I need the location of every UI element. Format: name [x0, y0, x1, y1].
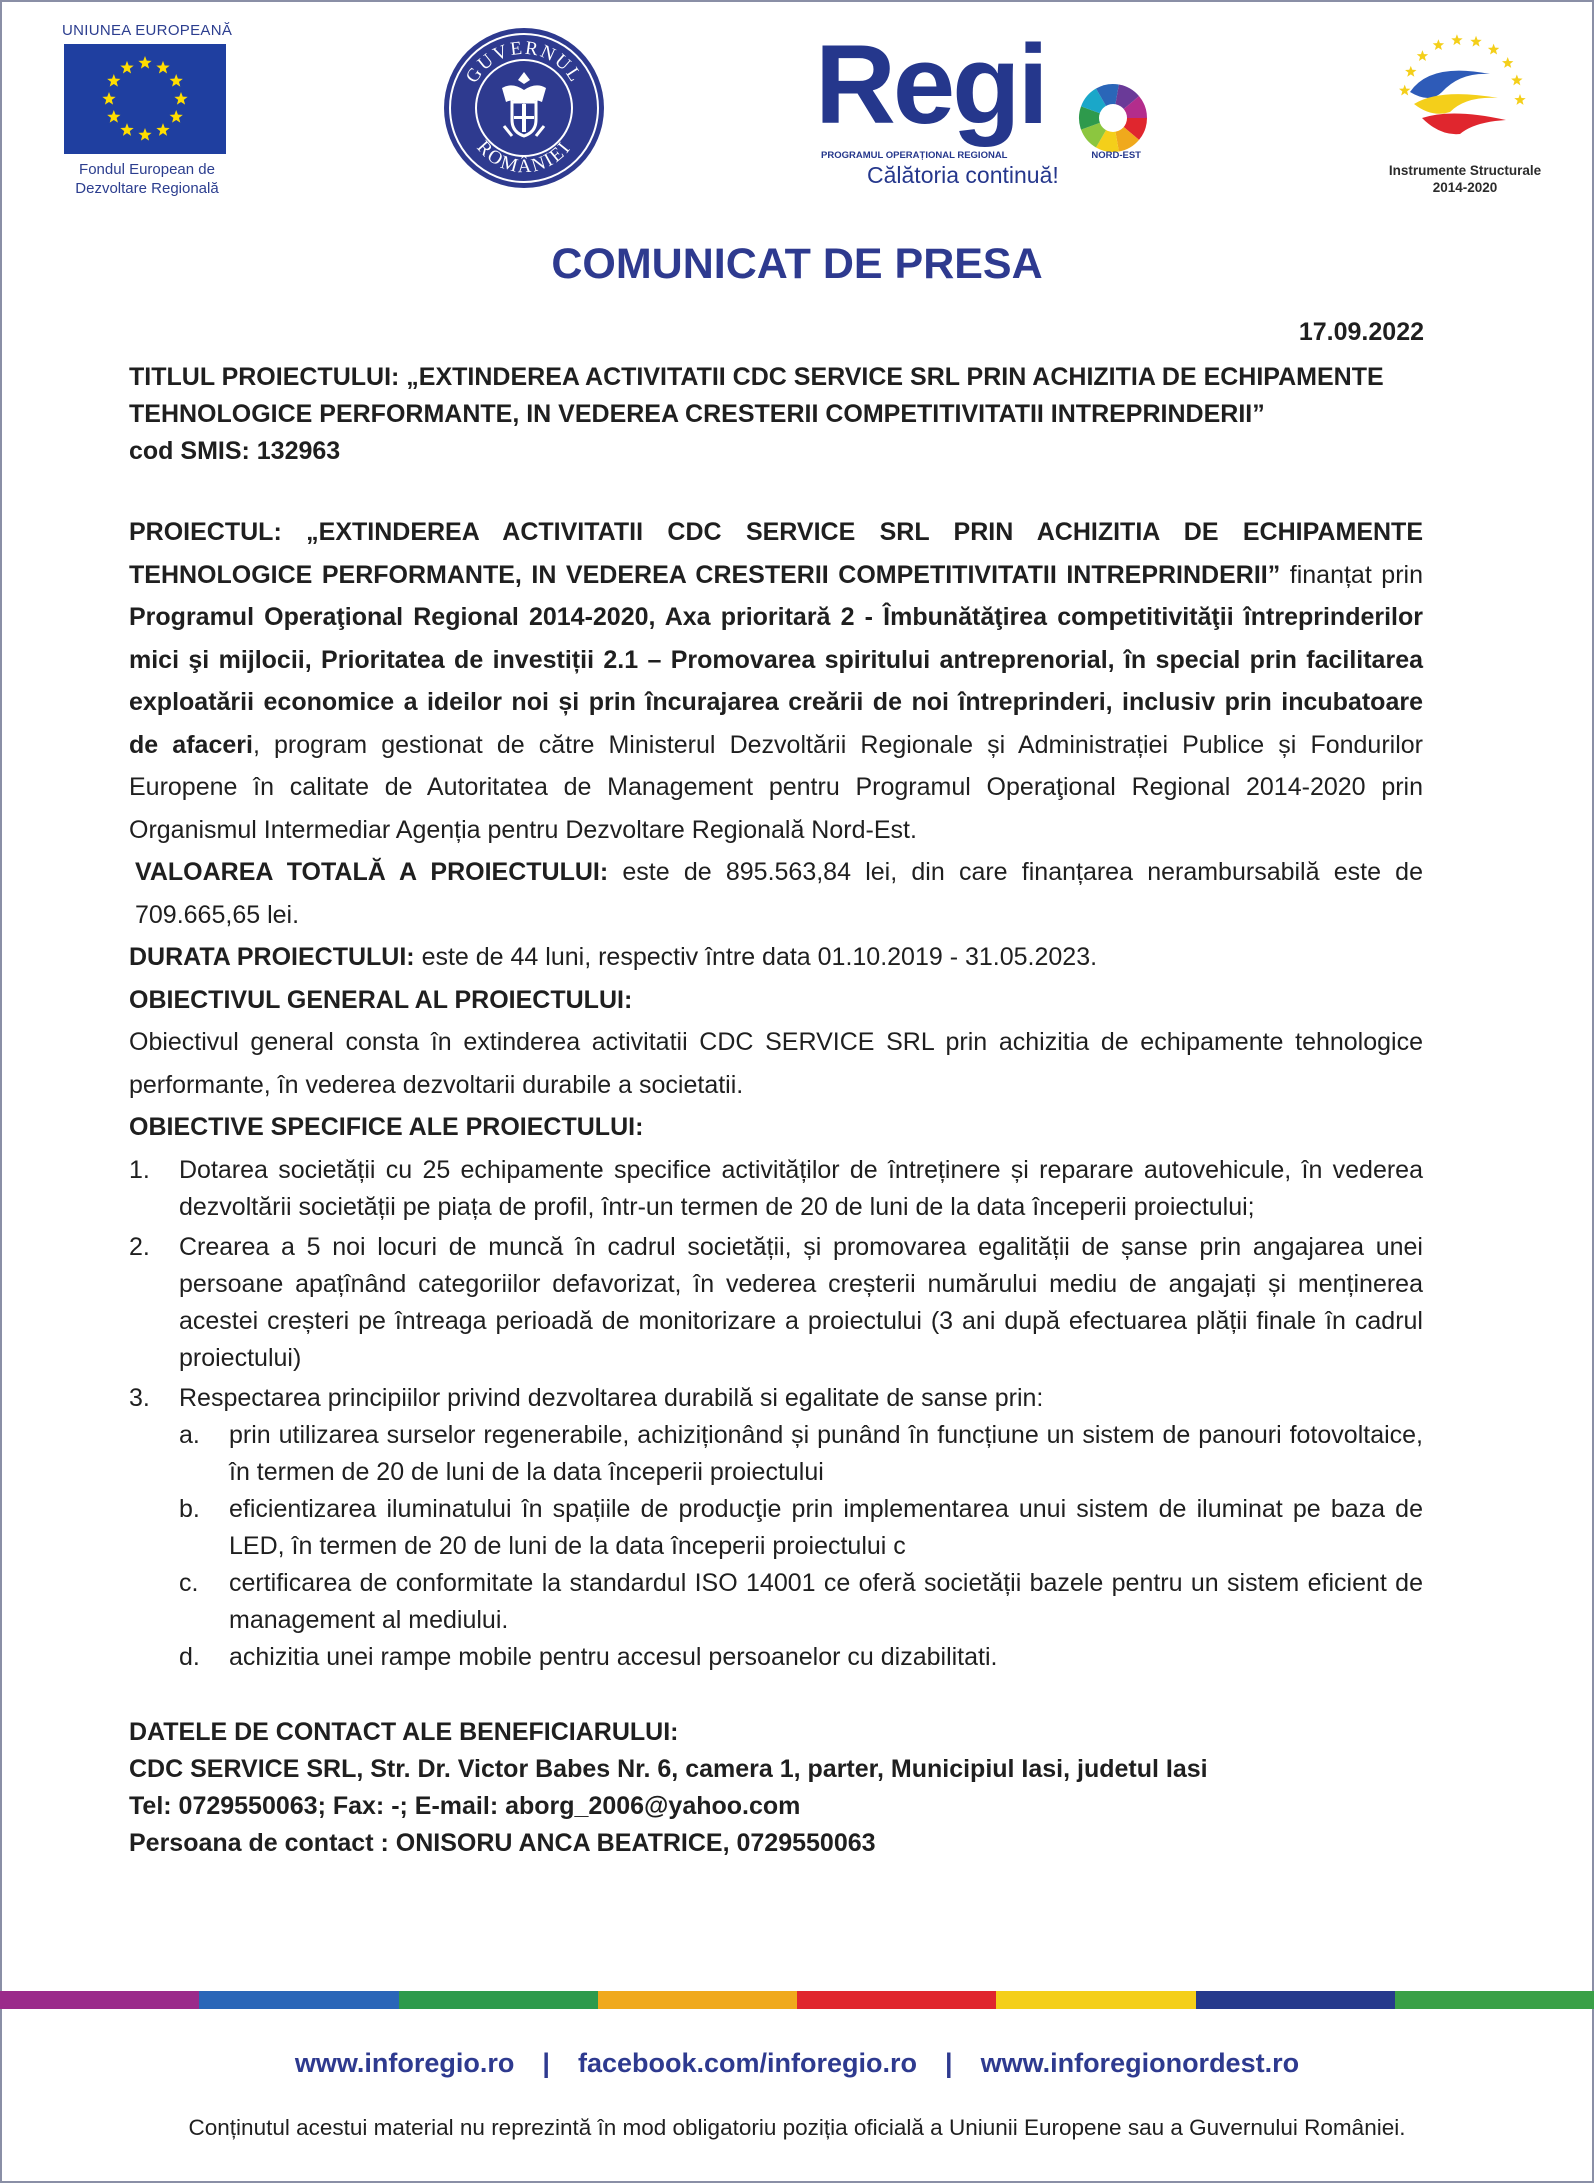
structural-instruments-caption — [1370, 162, 1560, 196]
color-stripe — [0, 1991, 1594, 2009]
link-inforegio[interactable]: www.inforegio.ro — [294, 2048, 515, 2078]
general-objective-text: Obiectivul general consta în extinderea activitatii CDC SERVICE SRL prin achizitia de echipamente tehnologice performante, în vederea dezvoltarii durabile a societatii. — [129, 1028, 1423, 1099]
sublist-item-letter: b. — [179, 1494, 200, 1523]
project-intro-text2: , program gestionat de către Ministerul Dezvoltării Regionale și Administrației Publice și Fondurilor Europene în calitate de Autoritatea de Management pentru Programul Operaţional Regional 2014-2020 prin Organismul Intermediar Agenția pentru Dezvoltare Regională Nord-Est. — [129, 730, 1423, 844]
project-title-line2: TEHNOLOGICE PERFORMANTE, IN VEDEREA CRESTERII COMPETITIVITATII INTREPRINDERII” — [129, 400, 1265, 428]
eu-fund-name — [62, 160, 232, 198]
eu-star — [138, 128, 151, 141]
seal-text-top: GUVERNUL — [461, 37, 587, 87]
beneficiary-contact — [129, 1714, 1423, 1862]
stripe-segment — [1395, 1991, 1594, 2009]
project-duration-label: DURATA PROIECTULUI: — [129, 943, 415, 971]
project-program-name: Programul Operaţional Regional 2014-2020, Axa prioritară 2 - Îmbunătăţirea competitivităţii întreprinderilor mici şi mijlocii, Prioritatea de investiții 2.1 – Promovarea spiritului antreprenorial, în special prin facilitarea exploatării economice a ideilor noi și prin încurajarea creării de noi întreprinderi, inclusiv prin incubatoare de afaceri — [129, 603, 1423, 759]
sublist-item-letter: c. — [179, 1568, 199, 1597]
eu-star — [107, 110, 120, 123]
eu-star — [156, 123, 169, 136]
list-item-text: Dotarea societății cu 25 echipamente specifice activităților de întreținere și reparare autovehicule, în vederea dezvoltării societății pe piața de profil, într-un termen de 20 de luni de la data începerii proiectului; — [179, 1155, 1423, 1221]
list-item-number: 2. — [129, 1232, 150, 1261]
document-body — [129, 359, 1423, 1862]
project-value-text: este de 895.563,84 lei, din care finanțarea nerambursabilă este de 709.665,65 lei. — [135, 858, 1423, 929]
contact-phone-email: Tel: 0729550063; Fax: -; E-mail: aborg_2006@yahoo.com — [129, 1791, 801, 1820]
stripe-segment — [598, 1991, 797, 2009]
sublist-item-text: eficientizarea iluminatului în spațiile de producţie prin implementarea unui sistem de iluminat pe baza de LED, în termen de 20 de luni de la data începerii proiectului c — [229, 1494, 1423, 1560]
list-item-number: 3. — [129, 1383, 150, 1412]
government-seal — [442, 26, 606, 190]
sublist-item — [129, 1491, 1423, 1565]
footer-disclaimer: Conținutul acestui material nu reprezintă în mod obligatoriu poziția oficială a Uniunii Europene sau a Guvernului României. — [188, 2115, 1406, 2140]
is-star — [1514, 94, 1525, 105]
footer-separator: | — [542, 2048, 550, 2078]
eu-fund-line2: Dezvoltare Regională — [75, 180, 219, 197]
eu-flag-icon — [64, 44, 226, 154]
specific-objectives-list — [129, 1152, 1423, 1676]
stripe-segment — [1196, 1991, 1395, 2009]
is-star — [1417, 50, 1428, 61]
structural-caption-line2: 2014-2020 — [1432, 180, 1498, 195]
project-title-line1: TITLUL PROIECTULUI: „EXTINDEREA ACTIVITATII CDC SERVICE SRL PRIN ACHIZITIA DE ECHIPAMENTE — [129, 363, 1384, 391]
structural-instruments-emblem-icon — [1370, 22, 1560, 162]
is-star — [1433, 39, 1444, 50]
sublist-item-text: prin utilizarea surselor regenerabile, achiziționând și punând în funcțiune un sistem de panouri fotovoltaice, în termen de 20 de luni de la data începerii proiectului — [229, 1420, 1423, 1486]
regio-color-wheel-icon — [1077, 82, 1149, 154]
document-title: COMUNICAT DE PRESA — [551, 240, 1043, 288]
stripe-segment — [399, 1991, 598, 2009]
regio-slogan: Călătoria continuă! — [867, 162, 1059, 188]
eu-star — [156, 61, 169, 74]
is-star — [1451, 34, 1462, 45]
footer-separator: | — [945, 2048, 953, 2078]
link-inforegionordest[interactable]: www.inforegionordest.ro — [980, 2048, 1300, 2078]
list-item — [129, 1229, 1423, 1377]
list-item-text: Respectarea principiilor privind dezvoltarea durabilă si egalitate de sanse prin: — [179, 1383, 1044, 1412]
regio-program-left: PROGRAMUL OPERAȚIONAL REGIONAL — [821, 150, 1008, 161]
project-duration-text: este de 44 luni, respectiv între data 01.10.2019 - 31.05.2023. — [414, 943, 1098, 971]
regio-program-line — [821, 150, 1141, 161]
link-facebook-inforegio[interactable]: facebook.com/inforegio.ro — [577, 2048, 918, 2078]
document-date: 17.09.2022 — [1298, 318, 1424, 346]
seal-text-bottom: ROMÂNIEI — [472, 136, 576, 178]
contact-person: Persoana de contact : ONISORU ANCA BEATRICE, 0729550063 — [129, 1828, 876, 1857]
eu-title: UNIUNEA EUROPEANĂ — [62, 22, 233, 39]
regio-program-right: NORD-EST — [1091, 150, 1141, 161]
project-value-paragraph — [129, 851, 1423, 936]
sustainability-sublist — [129, 1417, 1423, 1676]
project-smis-code: cod SMIS: 132963 — [129, 437, 341, 465]
stripe-segment — [0, 1991, 199, 2009]
project-value-label: VALOAREA TOTALĂ A PROIECTULUI: — [135, 858, 609, 886]
eu-star — [120, 61, 133, 74]
footer-links — [0, 2048, 1594, 2079]
eu-star — [170, 110, 183, 123]
list-item-text: Crearea a 5 noi locuri de muncă în cadrul societății, și promovarea egalității de șanse prin angajarea unei persoane apațînând categoriilor defavorizat, în vederea creșterii numărului mediu de angajați și menținerea acestei creșteri pe întreaga perioadă de monitorizare a proiectului (3 ani după efectuarea plății finale în cadrul proiectului) — [179, 1232, 1423, 1372]
project-intro-text1: finanțat prin — [1280, 560, 1423, 589]
is-star — [1511, 74, 1522, 85]
sublist-item-text: certificarea de conformitate la standardul ISO 14001 ce oferă societății bazele pentru un sistem eficient de management al mediului. — [229, 1568, 1423, 1634]
list-item — [129, 1152, 1423, 1226]
list-item — [129, 1380, 1423, 1676]
project-duration-paragraph — [129, 936, 1423, 979]
sublist-item-text: achizitia unei rampe mobile pentru accesul persoanelor cu dizabilitati. — [229, 1642, 998, 1671]
contact-address: CDC SERVICE SRL, Str. Dr. Victor Babes Nr. 6, camera 1, parter, Municipiul Iasi, judetul Iasi — [129, 1754, 1208, 1783]
eu-star — [174, 92, 187, 105]
eu-star — [107, 74, 120, 87]
eu-star — [120, 123, 133, 136]
regio-wordmark: Regi — [815, 22, 1046, 147]
sublist-item — [129, 1639, 1423, 1676]
regio-logo — [815, 22, 1165, 198]
sublist-item-letter: a. — [179, 1420, 200, 1449]
eu-logo — [62, 22, 232, 198]
eu-star — [138, 56, 151, 69]
sublist-item — [129, 1565, 1423, 1639]
structural-caption-line1: Instrumente Structurale — [1388, 163, 1542, 178]
sublist-item-letter: d. — [179, 1642, 200, 1671]
is-star — [1399, 85, 1410, 96]
structural-instruments-logo — [1370, 22, 1560, 202]
project-intro-paragraph — [129, 511, 1423, 851]
list-item-number: 1. — [129, 1155, 150, 1184]
eu-star — [170, 74, 183, 87]
is-star — [1470, 36, 1481, 47]
is-star — [1502, 57, 1513, 68]
project-intro-name: PROIECTUL: „EXTINDEREA ACTIVITATII CDC SERVICE SRL PRIN ACHIZITIA DE ECHIPAMENTE TEHNOLOGICE PERFORMANTE, IN VEDEREA CRESTERII COMPETITIVITATII INTREPRINDERII” — [129, 518, 1423, 589]
sublist-item — [129, 1417, 1423, 1491]
contact-heading: DATELE DE CONTACT ALE BENEFICIARULUI: — [129, 1717, 679, 1746]
eu-fund-line1: Fondul European de — [79, 161, 215, 178]
eu-star — [102, 92, 115, 105]
stripe-segment — [797, 1991, 996, 2009]
is-star — [1488, 44, 1499, 55]
is-star — [1405, 66, 1416, 77]
stripe-segment — [996, 1991, 1195, 2009]
stripe-segment — [199, 1991, 398, 2009]
specific-objectives-heading: OBIECTIVE SPECIFICE ALE PROIECTULUI: — [129, 1113, 644, 1141]
general-objective-heading: OBIECTIVUL GENERAL AL PROIECTULUI: — [129, 985, 633, 1014]
